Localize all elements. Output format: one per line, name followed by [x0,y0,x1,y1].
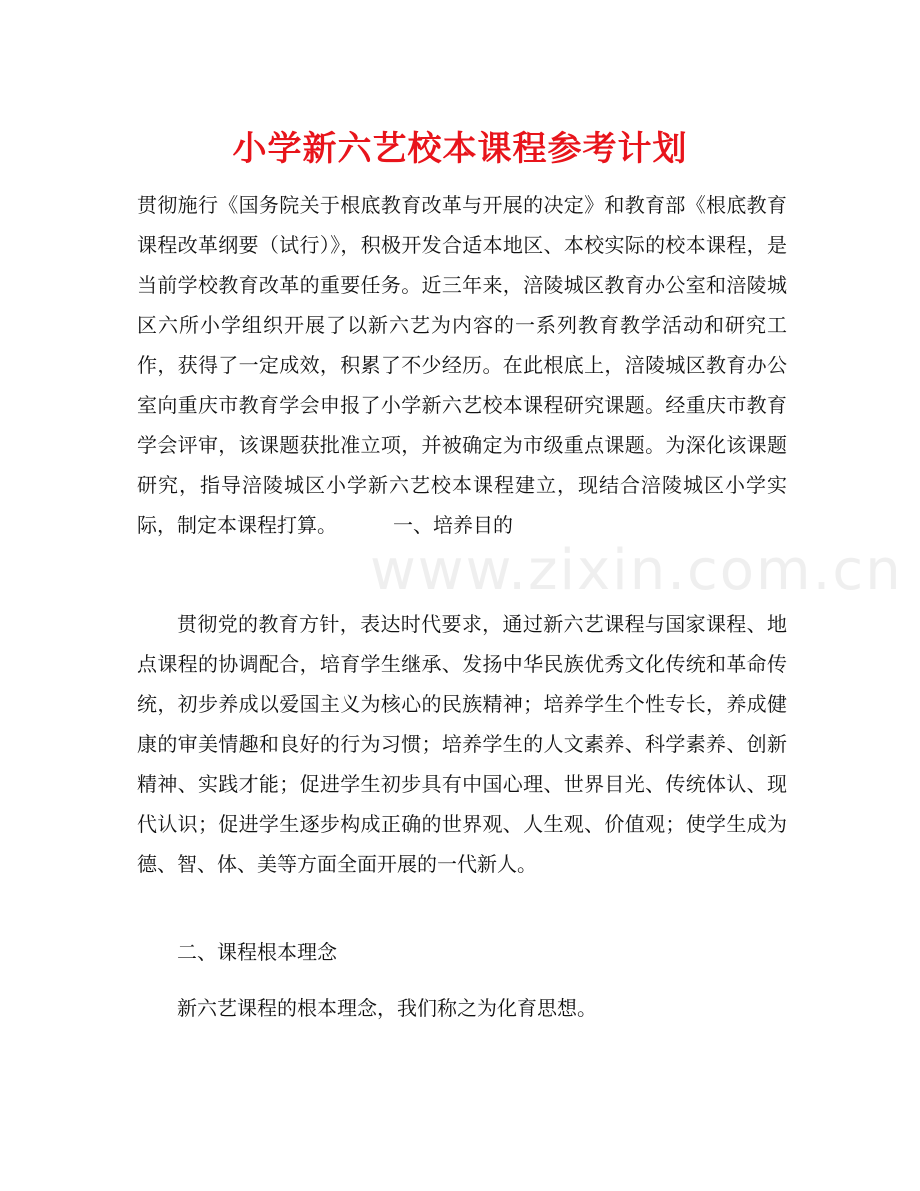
section2-paragraph: 新六艺课程的根本理念，我们称之为化育思想。 [177,996,597,1020]
section1-paragraph: 贯彻党的教育方针，表达时代要求，通过新六艺课程与国家课程、地点课程的协调配合，培育学生继承、发扬中华民族优秀文化传统和革命传统，初步养成以爱国主义为核心的民族精神；培养学生个性专长，养成健康的审美情趣和良好的行为习惯；培养学生的人文素养、科学素养、创新精神、实践才能；促进学生初步具有中国心理、世界目光、传统体认、现代认识；促进学生逐步构成正确的世界观、人生观、价值观；使学生成为德、智、体、美等方面全面开展的一代新人。 [137,612,787,876]
section1-heading: 一、培养目的 [393,513,513,537]
intro-paragraph-text: 贯彻施行《国务院关于根底教育改革与开展的决定》和教育部《根底教育课程改革纲要（试行）》，积极开发合适本地区、本校实际的校本课程，是当前学校教育改革的重要任务。近三年来，涪陵城区教育办公室和涪陵城区六所小学组织开展了以新六艺为内容的一系列教育教学活动和研究工作，获得了一定成效，积累了不少经历。在此根底上，涪陵城区教育办公室向重庆市教育学会申报了小学新六艺校本课程研究课题。经重庆市教育学会评审，该课题获批准立项，并被确定为市级重点课题。为深化该课题研究，指导涪陵城区小学新六艺校本课程建立，现结合涪陵城区小学实际，制定本课程打算。 [137,193,787,537]
watermark: www.zixin.com.cn [370,538,903,603]
section2-heading: 二、课程根本理念 [177,940,337,964]
intro-paragraph [137,185,787,545]
document-title: 小学新六艺校本课程参考计划 [232,129,688,169]
